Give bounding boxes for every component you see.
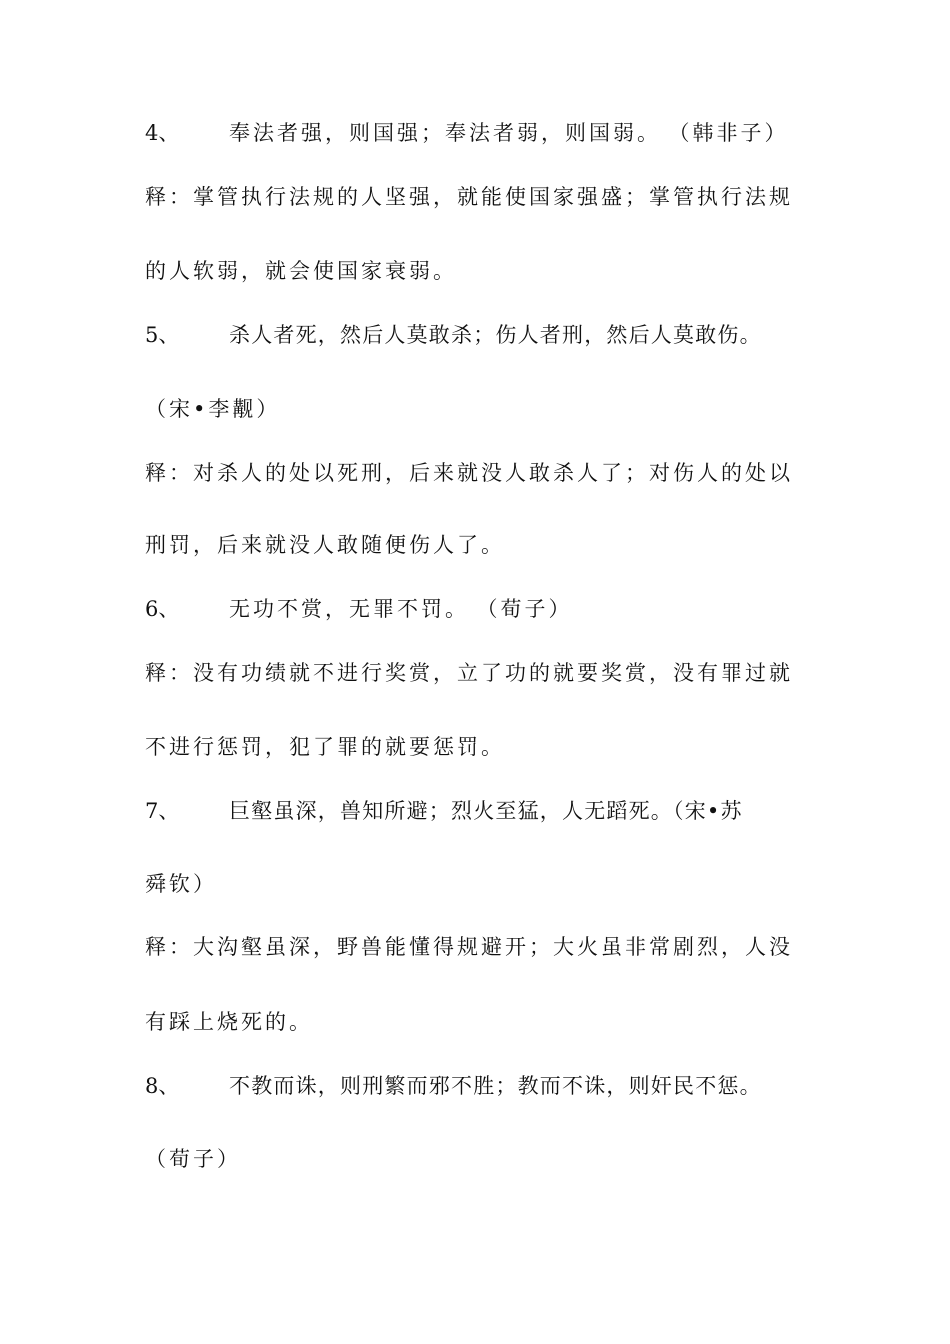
entry-5-explanation-line-2: 刑罚，后来就没人敢随便伤人了。 — [145, 533, 505, 557]
quote-text: 不教而诛，则刑繁而邪不胜；教而不诛，则奸民不惩。 — [229, 1074, 762, 1098]
entry-8-quote-line — [145, 1071, 762, 1101]
entry-5-author: （宋•李觏） — [145, 397, 281, 421]
entry-7-explanation-line-1: 释：大沟壑虽深，野兽能懂得规避开；大火虽非常剧烈，人没 — [145, 935, 793, 959]
entry-4-explanation-line-2: 的人软弱，就会使国家衰弱。 — [145, 259, 457, 283]
entry-number: 8、 — [145, 1074, 180, 1098]
entry-5-explanation-line-1: 释：对杀人的处以死刑，后来就没人敢杀人了；对伤人的处以 — [145, 461, 793, 485]
entry-6-quote-line — [145, 594, 573, 624]
quote-author: （荀子） — [487, 597, 573, 621]
quote-text: 巨壑虽深，兽知所避；烈火至猛，人无蹈死。（宋•苏 — [229, 799, 743, 823]
entry-7-explanation-line-2: 有踩上烧死的。 — [145, 1010, 313, 1034]
entry-6-explanation-line-1: 释：没有功绩就不进行奖赏，立了功的就要奖赏，没有罪过就 — [145, 661, 793, 685]
quote-text: 杀人者死，然后人莫敢杀；伤人者刑，然后人莫敢伤。 — [229, 323, 762, 347]
quote-text: 无功不赏，无罪不罚。 — [229, 597, 469, 621]
entry-4-explanation-line-1: 释：掌管执行法规的人坚强，就能使国家强盛；掌管执行法规 — [145, 185, 793, 209]
entry-7-author: 舜钦） — [145, 872, 217, 896]
entry-number: 4、 — [145, 121, 180, 145]
quote-text: 奉法者强，则国强；奉法者弱，则国弱。 — [229, 121, 661, 145]
entry-6-explanation-line-2: 不进行惩罚，犯了罪的就要惩罚。 — [145, 735, 505, 759]
entry-8-author: （荀子） — [145, 1147, 241, 1171]
entry-number: 7、 — [145, 799, 180, 823]
entry-4-quote-line — [145, 118, 789, 148]
entry-5-quote-line — [145, 320, 762, 350]
entry-number: 6、 — [145, 597, 180, 621]
entry-number: 5、 — [145, 323, 180, 347]
quote-author: （韩非子） — [679, 121, 789, 145]
entry-7-quote-line — [145, 796, 743, 826]
